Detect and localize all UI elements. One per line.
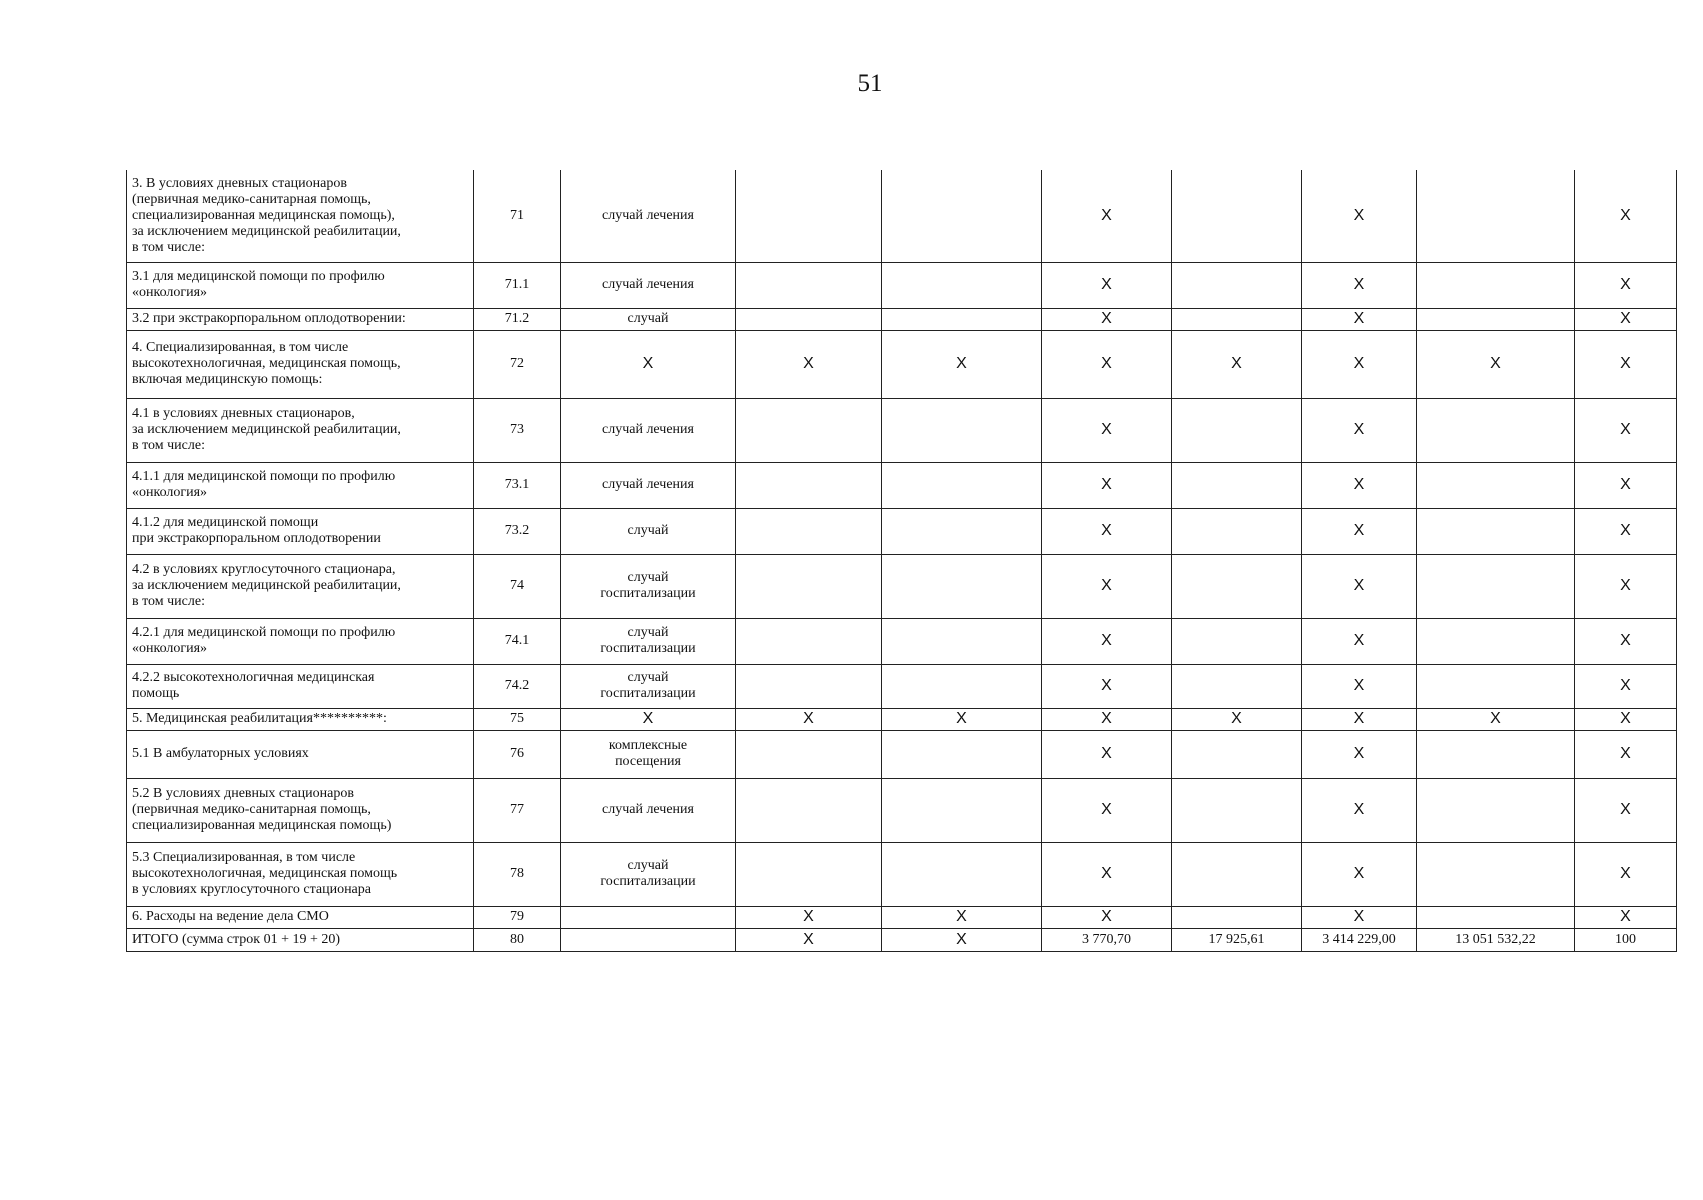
value-col-5: X [882, 330, 1042, 398]
row-name-line: ИТОГО (сумма строк 01 + 19 + 20) [132, 931, 341, 947]
row-unit [561, 708, 736, 730]
value-col-9 [1417, 508, 1575, 554]
value-col-10: X [1575, 398, 1677, 462]
value-col-9 [1417, 778, 1575, 842]
value-col-5 [882, 730, 1042, 778]
value-col-7 [1172, 262, 1302, 308]
value-col-7: X [1172, 330, 1302, 398]
value-col-5 [882, 170, 1042, 262]
row-code: 72 [474, 330, 561, 398]
value-col-7 [1172, 842, 1302, 906]
row-name-line: при экстракорпоральном оплодотворении [132, 531, 381, 546]
value-col-7: 17 925,61 [1172, 928, 1302, 951]
row-name-line: 4.2 в условиях круглосуточного стационара, [132, 562, 396, 577]
value-col-10: X [1575, 842, 1677, 906]
value-col-8: X [1302, 664, 1417, 708]
value-col-4 [736, 554, 882, 618]
value-col-9 [1417, 618, 1575, 664]
row-unit-line: случай [627, 625, 669, 640]
row-unit-line: госпитализации [600, 641, 696, 656]
value-col-4 [736, 308, 882, 330]
value-col-6: X [1042, 778, 1172, 842]
value-col-5 [882, 508, 1042, 554]
table-row [127, 928, 1677, 951]
table-row [127, 664, 1677, 708]
value-col-9: 13 051 532,22 [1417, 928, 1575, 951]
value-col-6: X [1042, 170, 1172, 262]
value-col-8: X [1302, 618, 1417, 664]
table-row [127, 398, 1677, 462]
value-col-5 [882, 554, 1042, 618]
value-col-6: X [1042, 308, 1172, 330]
row-unit-line: случай лечения [602, 477, 694, 492]
row-name [127, 330, 474, 398]
value-col-10: X [1575, 554, 1677, 618]
value-col-6: X [1042, 664, 1172, 708]
row-name-line: 4.1.1 для медицинской помощи по профилю [132, 469, 396, 484]
row-unit [561, 170, 736, 262]
row-unit [561, 928, 736, 951]
row-unit-line: госпитализации [600, 586, 696, 601]
row-unit-line: госпитализации [600, 874, 696, 889]
value-col-8: X [1302, 170, 1417, 262]
row-unit [561, 778, 736, 842]
row-name-line: специализированная медицинская помощь) [132, 818, 392, 833]
row-unit-line: госпитализации [600, 686, 696, 701]
row-code: 73.2 [474, 508, 561, 554]
value-col-5 [882, 842, 1042, 906]
value-col-9 [1417, 262, 1575, 308]
row-name-line: за исключением медицинской реабилитации, [132, 223, 401, 239]
row-name [127, 664, 474, 708]
row-name [127, 262, 474, 308]
row-name [127, 906, 474, 928]
value-col-5: X [882, 906, 1042, 928]
value-col-8: X [1302, 398, 1417, 462]
row-unit-line: посещения [615, 754, 681, 769]
value-col-8: X [1302, 708, 1417, 730]
row-code: 79 [474, 906, 561, 928]
value-col-5: X [882, 928, 1042, 951]
row-unit [561, 308, 736, 330]
value-col-4 [736, 778, 882, 842]
value-col-6: X [1042, 730, 1172, 778]
row-unit [561, 262, 736, 308]
value-col-5 [882, 778, 1042, 842]
value-col-10: X [1575, 462, 1677, 508]
row-name-line: включая медицинскую помощь: [132, 372, 323, 387]
row-unit-line: случай лечения [602, 422, 694, 437]
row-name-line: 5.1 В амбулаторных условиях [132, 746, 309, 761]
value-col-4 [736, 170, 882, 262]
value-col-10: X [1575, 906, 1677, 928]
row-name-line: (первичная медико-санитарная помощь, [132, 191, 371, 207]
value-col-10: X [1575, 618, 1677, 664]
value-col-6: X [1042, 330, 1172, 398]
row-unit-line: случай лечения [602, 277, 694, 292]
medical-care-table [126, 170, 1677, 952]
value-col-6: X [1042, 508, 1172, 554]
value-col-8: X [1302, 262, 1417, 308]
value-col-5 [882, 664, 1042, 708]
value-col-6: X [1042, 842, 1172, 906]
row-unit-line: комплексные [608, 738, 688, 753]
value-col-7 [1172, 906, 1302, 928]
value-col-5 [882, 462, 1042, 508]
row-unit-line: случай [627, 523, 669, 538]
value-col-8: X [1302, 906, 1417, 928]
value-col-10: X [1575, 778, 1677, 842]
row-name-line: (первичная медико-санитарная помощь, [132, 802, 371, 817]
value-col-7: X [1172, 708, 1302, 730]
row-code: 73.1 [474, 462, 561, 508]
value-col-4: X [736, 708, 882, 730]
value-col-10: X [1575, 664, 1677, 708]
value-col-4 [736, 398, 882, 462]
row-unit [561, 730, 736, 778]
value-col-10: X [1575, 730, 1677, 778]
value-col-7 [1172, 618, 1302, 664]
row-code: 71.1 [474, 262, 561, 308]
row-name-line: 4.2.2 высокотехнологичная медицинская [132, 670, 375, 685]
value-col-6: X [1042, 906, 1172, 928]
value-col-7 [1172, 398, 1302, 462]
value-col-8: X [1302, 778, 1417, 842]
row-name-line: специализированная медицинская помощь), [132, 207, 395, 223]
row-unit-line: случай лечения [602, 802, 694, 817]
row-unit [561, 906, 736, 928]
row-name-line: «онкология» [132, 641, 208, 656]
value-col-7 [1172, 778, 1302, 842]
row-unit [561, 618, 736, 664]
row-name [127, 554, 474, 618]
value-col-8: 3 414 229,00 [1302, 928, 1417, 951]
row-name-line: 4.1.2 для медицинской помощи [132, 515, 319, 530]
value-col-6: X [1042, 462, 1172, 508]
table-body [127, 170, 1677, 951]
value-col-4 [736, 508, 882, 554]
row-name-line: «онкология» [132, 285, 208, 300]
value-col-4 [736, 462, 882, 508]
row-code: 74.2 [474, 664, 561, 708]
row-unit [561, 554, 736, 618]
row-unit-line: случай [627, 311, 669, 326]
value-col-9 [1417, 664, 1575, 708]
row-name [127, 462, 474, 508]
value-col-8: X [1302, 842, 1417, 906]
row-code: 76 [474, 730, 561, 778]
row-name [127, 508, 474, 554]
value-col-7 [1172, 554, 1302, 618]
value-col-7 [1172, 508, 1302, 554]
row-name [127, 618, 474, 664]
row-name [127, 398, 474, 462]
value-col-8: X [1302, 730, 1417, 778]
row-unit-line: случай [627, 570, 669, 585]
row-name-line: 5.3 Специализированная, в том числе [132, 850, 356, 865]
row-code: 77 [474, 778, 561, 842]
row-unit-line: случай лечения [602, 207, 694, 223]
value-col-8: X [1302, 308, 1417, 330]
value-col-5 [882, 262, 1042, 308]
value-col-7 [1172, 664, 1302, 708]
row-name-line: за исключением медицинской реабилитации, [132, 578, 401, 593]
row-unit [561, 398, 736, 462]
value-col-10: X [1575, 708, 1677, 730]
value-col-5 [882, 308, 1042, 330]
value-col-4: X [736, 928, 882, 951]
value-col-4 [736, 618, 882, 664]
value-col-4: X [736, 330, 882, 398]
value-col-9 [1417, 842, 1575, 906]
row-name-line: 4.2.1 для медицинской помощи по профилю [132, 625, 396, 640]
value-col-6: X [1042, 262, 1172, 308]
row-name-line: 3.1 для медицинской помощи по профилю [132, 269, 385, 284]
row-code: 80 [474, 928, 561, 951]
row-name [127, 778, 474, 842]
table-row [127, 508, 1677, 554]
row-unit [561, 330, 736, 398]
row-unit-line: случай [627, 858, 669, 873]
value-col-10: X [1575, 262, 1677, 308]
row-name-line: в том числе: [132, 239, 205, 255]
table-row [127, 778, 1677, 842]
value-col-5: X [882, 708, 1042, 730]
row-name-line: за исключением медицинской реабилитации, [132, 422, 401, 437]
row-name-line: 5. Медицинская реабилитация**********: [132, 711, 387, 726]
value-col-5 [882, 398, 1042, 462]
page-number: 51 [857, 70, 883, 97]
row-unit [561, 508, 736, 554]
row-name [127, 308, 474, 330]
table-row [127, 308, 1677, 330]
value-col-9 [1417, 730, 1575, 778]
row-name [127, 928, 474, 951]
row-code: 74.1 [474, 618, 561, 664]
row-name-line: 4.1 в условиях дневных стационаров, [132, 406, 355, 421]
value-col-4: X [736, 906, 882, 928]
value-col-7 [1172, 730, 1302, 778]
table-row [127, 730, 1677, 778]
value-col-10: 100 [1575, 928, 1677, 951]
row-unit [561, 664, 736, 708]
table-row [127, 554, 1677, 618]
row-name [127, 170, 474, 262]
value-col-9 [1417, 398, 1575, 462]
row-unit [561, 842, 736, 906]
value-col-7 [1172, 462, 1302, 508]
row-name-line: 4. Специализированная, в том числе [132, 340, 349, 355]
row-name-line: 5.2 В условиях дневных стационаров [132, 786, 354, 801]
table-row [127, 906, 1677, 928]
table-row [127, 462, 1677, 508]
value-col-5 [882, 618, 1042, 664]
value-col-4 [736, 262, 882, 308]
value-col-9 [1417, 308, 1575, 330]
row-code: 75 [474, 708, 561, 730]
value-col-8: X [1302, 462, 1417, 508]
value-col-9: X [1417, 330, 1575, 398]
value-col-9 [1417, 462, 1575, 508]
value-col-6: 3 770,70 [1042, 928, 1172, 951]
value-col-8: X [1302, 508, 1417, 554]
row-name-line: 3.2 при экстракорпоральном оплодотворении: [132, 311, 406, 326]
row-name-line: высокотехнологичная, медицинская помощь, [132, 356, 401, 371]
value-col-6: X [1042, 554, 1172, 618]
row-name-line: в том числе: [132, 438, 205, 453]
value-col-7 [1172, 170, 1302, 262]
row-name-line: «онкология» [132, 485, 208, 500]
value-col-6: X [1042, 618, 1172, 664]
row-unit-line: X [642, 710, 654, 727]
value-col-7 [1172, 308, 1302, 330]
value-col-10: X [1575, 330, 1677, 398]
row-code: 78 [474, 842, 561, 906]
value-col-9 [1417, 554, 1575, 618]
row-name [127, 842, 474, 906]
table-row [127, 842, 1677, 906]
row-name-line: 6. Расходы на ведение дела СМО [132, 909, 329, 924]
row-code: 71.2 [474, 308, 561, 330]
value-col-9 [1417, 170, 1575, 262]
row-unit-line: X [642, 355, 654, 372]
table-row [127, 262, 1677, 308]
table-row [127, 618, 1677, 664]
value-col-10: X [1575, 308, 1677, 330]
value-col-6: X [1042, 708, 1172, 730]
value-col-9: X [1417, 708, 1575, 730]
row-code: 71 [474, 170, 561, 262]
value-col-8: X [1302, 554, 1417, 618]
value-col-4 [736, 664, 882, 708]
row-name-line: в условиях круглосуточного стационара [132, 882, 371, 897]
value-col-6: X [1042, 398, 1172, 462]
table-row [127, 170, 1677, 262]
value-col-9 [1417, 906, 1575, 928]
row-name [127, 730, 474, 778]
value-col-10: X [1575, 508, 1677, 554]
row-name-line: в том числе: [132, 594, 205, 609]
row-name-line: помощь [132, 686, 180, 701]
row-name-line: высокотехнологичная, медицинская помощь [132, 866, 398, 881]
table-row [127, 708, 1677, 730]
value-col-4 [736, 842, 882, 906]
value-col-8: X [1302, 330, 1417, 398]
row-name-line: 3. В условиях дневных стационаров [132, 175, 347, 191]
row-code: 73 [474, 398, 561, 462]
row-unit-line: случай [627, 670, 669, 685]
value-col-4 [736, 730, 882, 778]
table-row [127, 330, 1677, 398]
row-code: 74 [474, 554, 561, 618]
value-col-10: X [1575, 170, 1677, 262]
row-name [127, 708, 474, 730]
row-unit [561, 462, 736, 508]
